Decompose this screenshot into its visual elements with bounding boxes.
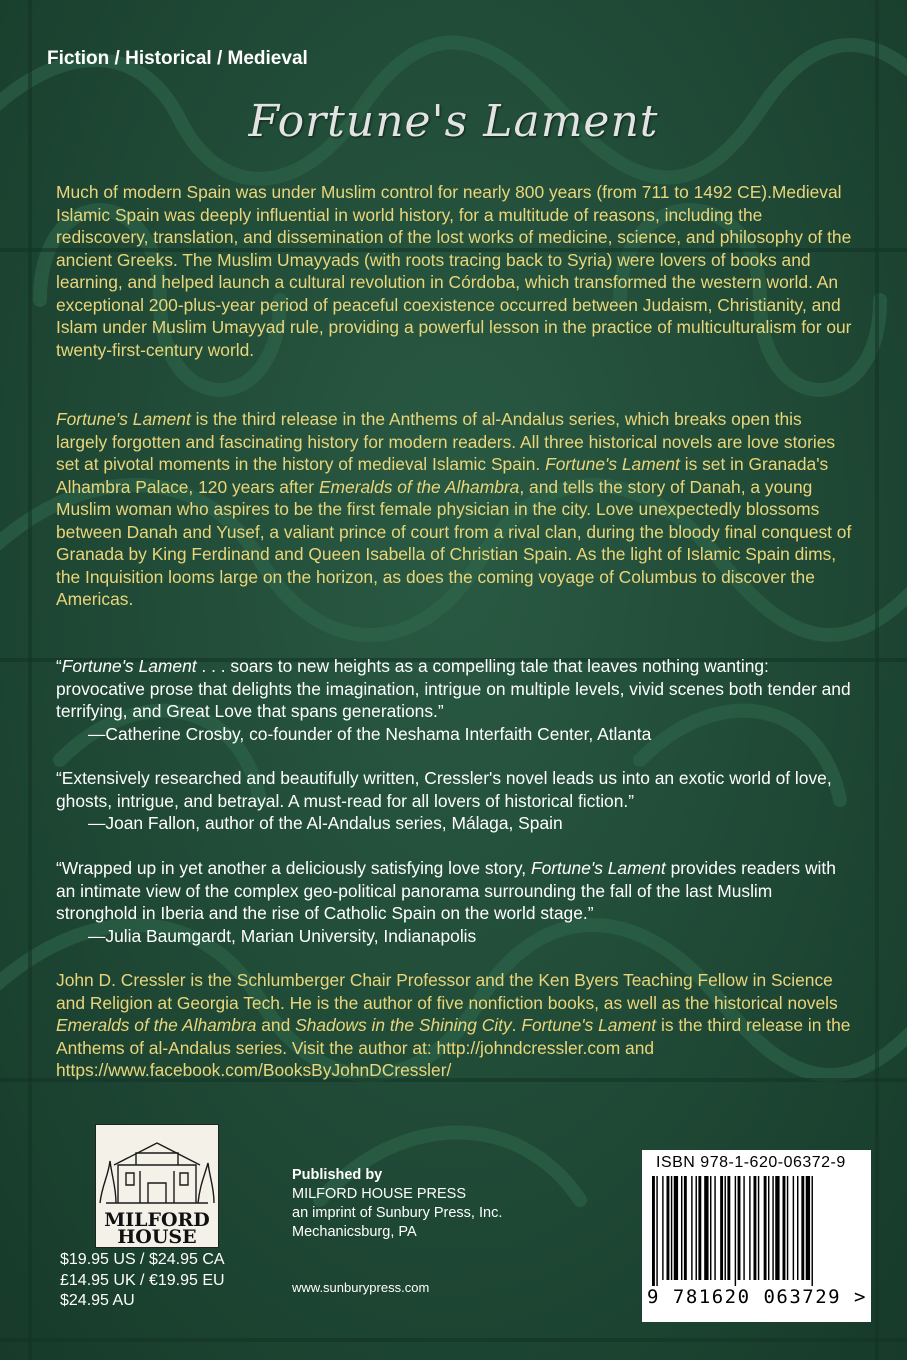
quote-text: “Extensively researched and beautifully written, Cressler's novel leads us into an exotic world of love, ghosts, intrigue, and betrayal. A must-read for all lovers of historical fiction.” bbox=[56, 768, 832, 811]
barcode-bar bbox=[801, 1176, 804, 1280]
review-quote-1 bbox=[56, 655, 856, 745]
barcode-bar bbox=[758, 1176, 759, 1280]
bio-text-a: John D. Cressler is the Schlumberger Chair Professor and the Ken Byers Teaching Fellow in Science and Religion at Georgia Tech. He is the author of five nonfiction books, as well as the historical novels bbox=[56, 970, 838, 1013]
emeralds-title-italic: Emeralds of the Alhambra bbox=[56, 1015, 257, 1035]
barcode-bar bbox=[764, 1176, 767, 1280]
milford-house-logo bbox=[95, 1124, 219, 1248]
barcode-bar bbox=[743, 1176, 744, 1280]
synopsis-text-c: , and tells the story of Danah, a young Muslim woman who aspires to be the first female physician in the city. Love unexpectedly blossoms between Danah and Yusef, a valiant prince of court from a rival clan, during the bloody final conquest of Granada by King Ferdinand and Queen Isabella of Christian Spain. As the light of Islamic Spain dims, the Inquisition looms large on the horizon, as does the coming voyage of Columbus to discover the Americas. bbox=[56, 476, 852, 609]
logo-text-milford: MILFORD bbox=[104, 1209, 210, 1231]
barcode-bar bbox=[725, 1176, 726, 1280]
barcode-bar bbox=[775, 1176, 779, 1280]
barcode-bar bbox=[714, 1176, 715, 1280]
barcode-bar bbox=[698, 1176, 701, 1280]
barcode-bar bbox=[681, 1176, 682, 1280]
barcode-bar bbox=[738, 1176, 741, 1280]
barcode-bar bbox=[754, 1176, 757, 1280]
barcode-bar bbox=[735, 1176, 736, 1286]
quote-attribution: —Julia Baumgardt, Marian University, Indianapolis bbox=[88, 925, 477, 946]
intro-paragraph bbox=[56, 181, 856, 361]
title-italic: Fortune's Lament bbox=[61, 656, 197, 676]
barcode-bars-icon bbox=[648, 1176, 865, 1286]
barcode-number: 9 781620 063729 > bbox=[647, 1286, 867, 1308]
history-paragraph: Much of modern Spain was under Muslim control for nearly 800 years (from 711 to 1492 CE).Medieval Islamic Spain was deeply influential in world history, for a multitude of reasons, including the rediscovery, translation, and dissemination of the lost works of medicine, science, and philosophy of the ancient Greeks. The Muslim Umayyads (with roots tracing back to Syria) were lovers of books and learning, and helped launch a cultural revolution in Córdoba, which transformed the western world. An exceptional 200-plus-year period of peaceful coexistence occurred between Judaism, Christianity, and Islam under Muslim Umayyad rule, providing a powerful lesson in the practice of multiculturalism for our twenty-first-century world. bbox=[56, 182, 852, 360]
barcode-bar bbox=[696, 1176, 697, 1280]
bio-text-d: is the third release in the Anthems of al-Andalus series. Visit the author at: http://johndcressler.com and https://www.facebook.com/BooksByJohnDCressler/ bbox=[56, 1015, 851, 1080]
barcode-bar bbox=[772, 1176, 773, 1280]
barcode-bar bbox=[691, 1176, 692, 1280]
publisher-name: MILFORD HOUSE PRESS bbox=[292, 1186, 467, 1202]
logo-text-house: HOUSE bbox=[117, 1226, 197, 1248]
barcode-bar bbox=[793, 1176, 794, 1280]
title-italic: Fortune's Lament bbox=[56, 409, 191, 429]
barcode-bar bbox=[656, 1176, 657, 1286]
bio-text-c: . bbox=[511, 1015, 522, 1035]
title-italic: Fortune's Lament bbox=[530, 858, 666, 878]
isbn-label: ISBN 978-1-620-06372-9 bbox=[656, 1154, 846, 1171]
barcode-bar bbox=[749, 1176, 750, 1280]
publisher-imprint: an imprint of Sunbury Press, Inc. bbox=[292, 1205, 503, 1221]
publisher-info bbox=[292, 1166, 502, 1242]
published-by-label: Published by bbox=[292, 1167, 383, 1183]
shadows-title-italic: Shadows in the Shining City bbox=[295, 1015, 512, 1035]
barcode-bar bbox=[787, 1176, 788, 1280]
genre-label: Fiction / Historical / Medieval bbox=[47, 48, 308, 69]
price-list bbox=[60, 1250, 225, 1312]
title-italic: Fortune's Lament bbox=[521, 1015, 657, 1035]
barcode-bar bbox=[671, 1176, 672, 1280]
barcode-bar bbox=[662, 1176, 663, 1280]
synopsis-paragraph bbox=[56, 408, 856, 611]
synopsis-text-a: is the third release in the Anthems of al-Andalus series, which breaks open this largely forgotten and fascinating history for modern readers. All three historical novels are love stories set at pivotal moments in the history of medieval Islamic Spain. bbox=[56, 409, 836, 474]
barcode-bar bbox=[667, 1176, 670, 1280]
review-quote-2 bbox=[56, 767, 856, 835]
synopsis-text-b: is set in Granada's Alhambra Palace, 120 years after bbox=[56, 454, 829, 497]
book-title: Fortune's Lament bbox=[248, 96, 659, 147]
house-illustration-icon bbox=[96, 1125, 218, 1211]
price-au: $24.95 AU bbox=[60, 1292, 135, 1309]
emeralds-title-italic: Emeralds of the Alhambra bbox=[318, 476, 520, 497]
author-bio bbox=[56, 969, 856, 1082]
barcode-bar bbox=[783, 1176, 786, 1280]
quote-attribution: —Joan Fallon, author of the Al-Andalus series, Málaga, Spain bbox=[88, 813, 563, 833]
quote-open-mark: “ bbox=[56, 656, 62, 676]
quote-text-b: provides readers with an intimate view of the complex geo-political panorama surrounding the fall of the last Muslim stronghold in Iberia and the rise of Catholic Spain on the world stage.” bbox=[56, 858, 836, 923]
bio-text-b: and bbox=[256, 1015, 296, 1035]
barcode-bar bbox=[684, 1176, 687, 1280]
barcode-bar bbox=[812, 1176, 813, 1286]
barcode-bar bbox=[710, 1176, 711, 1280]
quote-text: . . . soars to new heights as a compelling tale that leaves nothing wanting: provocative prose that delights the imagination, intrigue on multiple levels, vivid scenes both tender and terrifying, and Great Love that spans generations.” bbox=[56, 656, 851, 721]
isbn-barcode bbox=[642, 1150, 871, 1322]
barcode-bar bbox=[674, 1176, 678, 1280]
barcode-bar bbox=[652, 1176, 655, 1286]
barcode-bar bbox=[727, 1176, 730, 1280]
price-uk-eu: £14.95 UK / €19.95 EU bbox=[60, 1271, 225, 1289]
title-italic: Fortune's Lament bbox=[545, 454, 680, 474]
barcode-bar bbox=[768, 1176, 769, 1280]
barcode-bar bbox=[797, 1176, 798, 1280]
publisher-location: Mechanicsburg, PA bbox=[292, 1224, 417, 1240]
barcode-bar bbox=[704, 1176, 708, 1280]
quote-attribution: —Catherine Crosby, co-founder of the Neshama Interfaith Center, Atlanta bbox=[88, 723, 652, 744]
price-us-ca: $19.95 US / $24.95 CA bbox=[60, 1251, 225, 1268]
quote-text-a: “Wrapped up in yet another a deliciously satisfying love story, bbox=[56, 858, 531, 878]
review-quote-3 bbox=[56, 857, 856, 947]
barcode-bar bbox=[806, 1176, 810, 1280]
barcode-bar bbox=[720, 1176, 723, 1280]
publisher-website: www.sunburypress.com bbox=[292, 1280, 430, 1295]
